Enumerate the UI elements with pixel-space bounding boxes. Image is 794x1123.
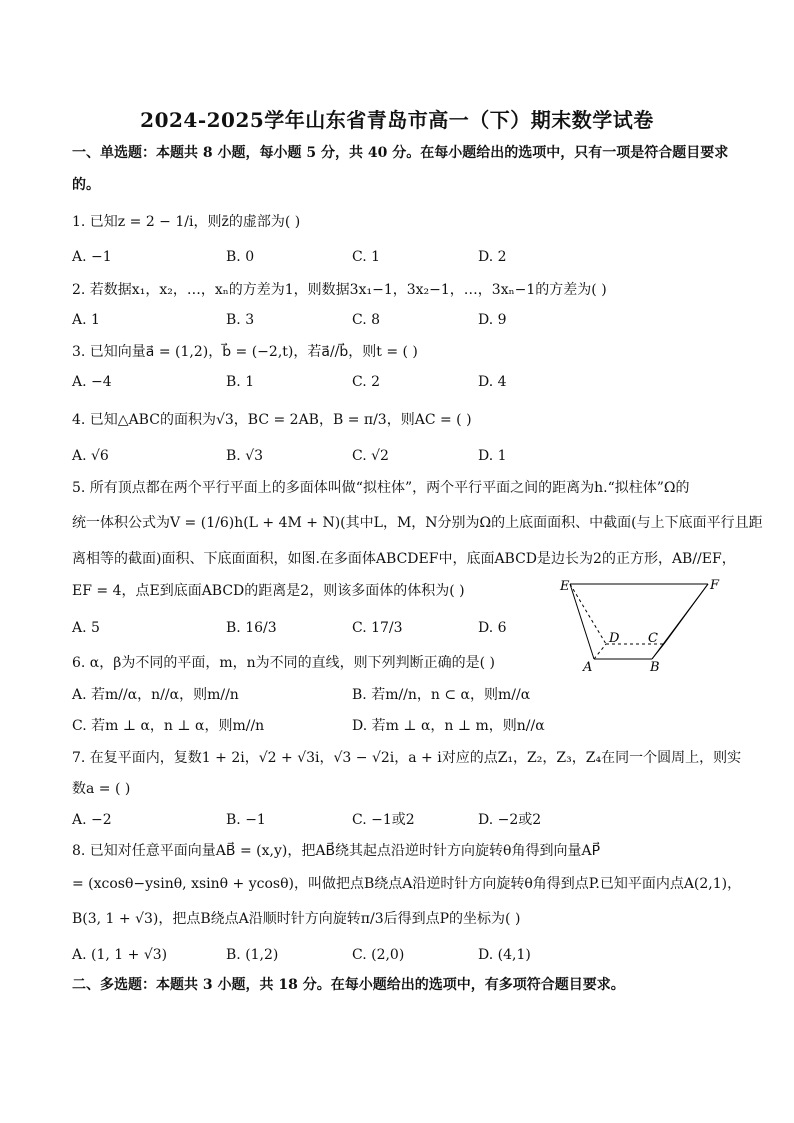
q6-option-b: B. 若m//n，n ⊂ α，则m//α (352, 687, 531, 703)
q2-option-d: D. 9 (478, 312, 507, 328)
q5-stem-line4: EF = 4，点E到底面ABCD的距离是2，则该多面体的体积为( ) (72, 583, 465, 599)
edge-ad-hidden (594, 644, 606, 659)
edge-cf (664, 584, 708, 644)
label-c: C (648, 631, 658, 646)
label-f: F (710, 578, 720, 593)
q7-stem-line2: 数a = ( ) (72, 781, 131, 797)
edge-bc (652, 644, 664, 659)
q5-option-d: D. 6 (478, 620, 507, 636)
q7-option-b: B. −1 (226, 812, 266, 828)
q2-stem: 2. 若数据x₁，x₂，…，xₙ的方差为1，则数据3x₁−1，3x₂−1，…，3xₙ−1的方差为( ) (72, 282, 607, 298)
q8-option-a: A. (1, 1 + √3) (72, 947, 168, 963)
q5-option-c: C. 17/3 (352, 620, 403, 636)
q1-option-a: A. −1 (72, 249, 112, 265)
q3-option-a: A. −4 (72, 374, 112, 390)
q4-option-b: B. √3 (226, 448, 264, 464)
q4-option-d: D. 1 (478, 448, 507, 464)
q8-option-c: C. (2,0) (352, 947, 405, 963)
q8-stem-line1: 8. 已知对任意平面向量AB⃗ = (x,y)，把AB⃗绕其起点沿逆时针方向旋转θ角得到向量AP⃗ (72, 843, 601, 859)
q5-option-a: A. 5 (72, 620, 100, 636)
q7-option-d: D. −2或2 (478, 812, 542, 828)
edge-ed-hidden (570, 584, 606, 644)
edge-ea (570, 584, 594, 659)
q5-stem-line3: 离相等的截面)面积、下底面面积，如图.在多面体ABCDEF中，底面ABCD是边长为2的正方形，AB//EF， (72, 551, 736, 567)
q4-option-a: A. √6 (72, 448, 109, 464)
section2-heading: 二、多选题：本题共 3 小题，共 18 分。在每小题给出的选项中，有多项符合题目要求。 (72, 977, 625, 993)
q2-option-c: C. 8 (352, 312, 381, 328)
q6-option-c: C. 若m ⊥ α，n ⊥ α，则m//n (72, 718, 265, 734)
q3-option-b: B. 1 (226, 374, 255, 390)
q8-stem-line2: = (xcosθ−ysinθ, xsinθ + ycosθ)，叫做把点B绕点A沿逆时针方向旋转θ角得到点P.已知平面内点A(2,1)， (72, 876, 742, 892)
q1-option-b: B. 0 (226, 249, 255, 265)
q7-option-a: A. −2 (72, 812, 112, 828)
q7-option-c: C. −1或2 (352, 812, 415, 828)
label-b: B (650, 660, 660, 674)
page-title: 2024-2025学年山东省青岛市高一（下）期末数学试卷 (140, 108, 654, 132)
q4-option-c: C. √2 (352, 448, 389, 464)
q3-stem: 3. 已知向量a⃗ = (1,2)，b⃗ = (−2,t)，若a⃗//b⃗，则t = ( ) (72, 344, 418, 360)
q1-option-d: D. 2 (478, 249, 507, 265)
q3-option-c: C. 2 (352, 374, 381, 390)
q7-stem-line1: 7. 在复平面内，复数1 + 2i，√2 + √3i，√3 − √2i，a + i对应的点Z₁，Z₂，Z₃，Z₄在同一个圆周上，则实 (72, 750, 742, 766)
q2-option-b: B. 3 (226, 312, 255, 328)
label-a: A (583, 660, 593, 674)
q2-option-a: A. 1 (72, 312, 100, 328)
q1-option-c: C. 1 (352, 249, 381, 265)
q6-option-d: D. 若m ⊥ α，n ⊥ m，则n//α (352, 718, 545, 734)
q6-stem: 6. α，β为不同的平面，m，n为不同的直线，则下列判断正确的是( ) (72, 655, 496, 671)
section1-heading: 一、单选题：本题共 8 小题，每小题 5 分，共 40 分。在每小题给出的选项中，只有一项是符合题目要求 (72, 145, 729, 161)
q8-stem-line3: B(3, 1 + √3)，把点B绕点A沿顺时针方向旋转π/3后得到点P的坐标为( ) (72, 911, 521, 927)
q8-option-b: B. (1,2) (226, 947, 279, 963)
q4-stem: 4. 已知△ABC的面积为√3，BC = 2AB，B = π/3，则AC = ( ) (72, 412, 472, 428)
q8-option-d: D. (4,1) (478, 947, 531, 963)
q5-stem-line2: 统一体积公式为V = (1/6)h(L + 4M + N)(其中L，M，N分别为Ω的上底面面积、中截面(与上下底面平行且距 (72, 515, 763, 531)
label-e: E (560, 579, 570, 594)
q1-stem: 1. 已知z = 2 − 1/i，则z̄的虚部为( ) (72, 214, 301, 230)
q6-option-a: A. 若m//α，n//α，则m//n (72, 687, 239, 703)
polyhedron-figure (558, 574, 728, 674)
q3-option-d: D. 4 (478, 374, 507, 390)
q5-option-b: B. 16/3 (226, 620, 277, 636)
section1-heading-cont: 的。 (72, 177, 100, 193)
q5-stem-line1: 5. 所有顶点都在两个平行平面上的多面体叫做“拟柱体”，两个平行平面之间的距离为h.“拟柱体”Ω的 (72, 480, 690, 496)
label-d: D (609, 631, 620, 646)
